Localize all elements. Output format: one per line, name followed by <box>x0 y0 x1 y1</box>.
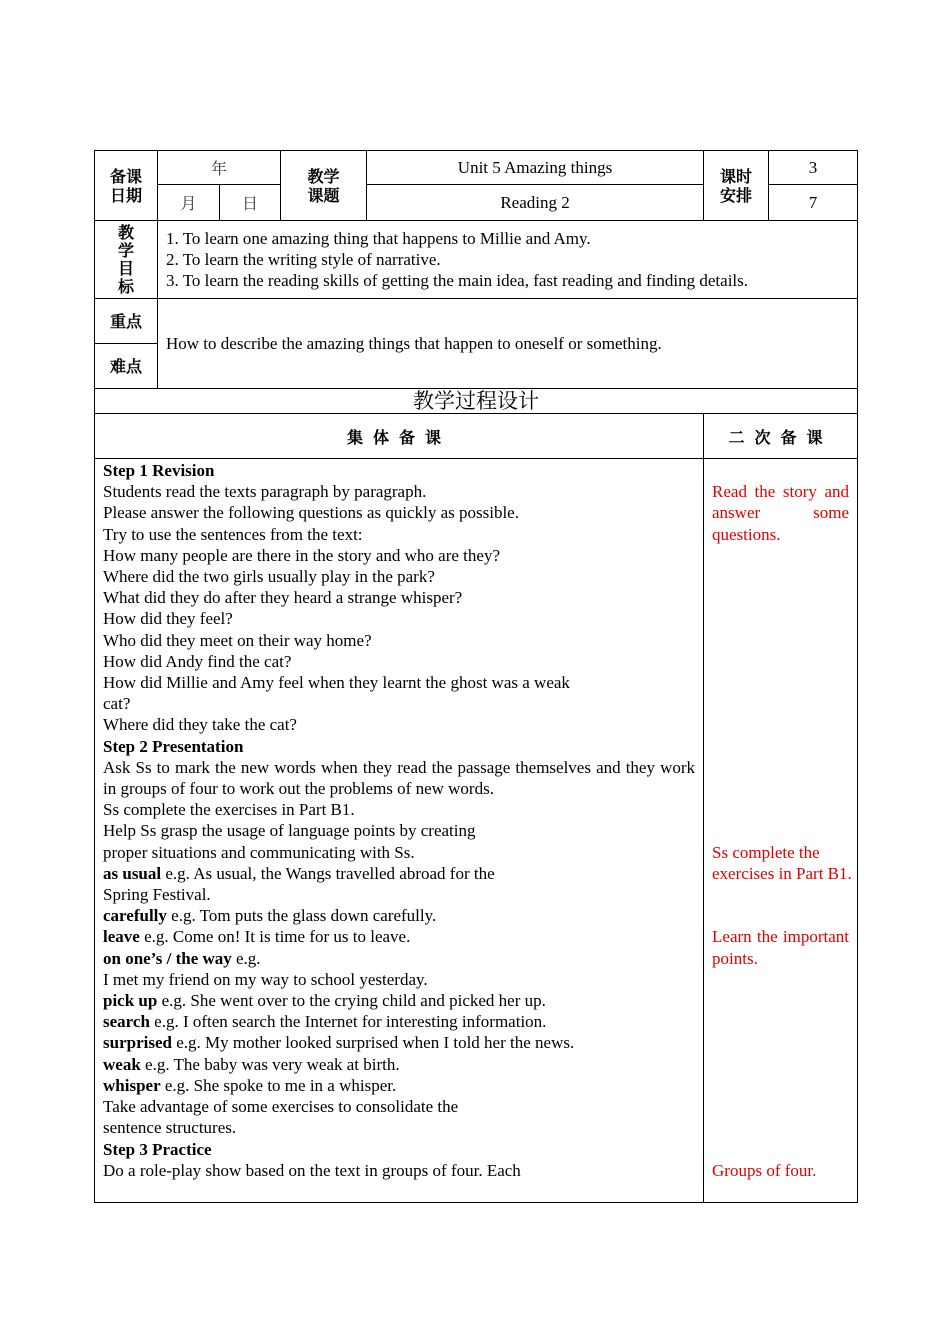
collective-prep-content <box>95 459 704 1203</box>
step-1-title: Step 1 Revision <box>103 461 215 480</box>
vocab-item: carefully e.g. Tom puts the glass down carefully. <box>103 906 437 926</box>
question-line: Where did they take the cat? <box>103 715 297 735</box>
collective-prep-header: 集体备课 <box>95 414 704 459</box>
text-line: proper situations and communicating with Ss. <box>103 842 415 862</box>
vocab-item: as usual e.g. As usual, the Wangs travelled abroad for the <box>103 863 495 883</box>
question-line: Who did they meet on their way home? <box>103 630 372 650</box>
vocab-item: Spring Festival. <box>103 885 211 905</box>
month-cell: 月 <box>158 185 220 221</box>
unit-title: Unit 5 Amazing things <box>367 151 704 185</box>
objectives-list <box>158 221 858 299</box>
vocab-item: pick up e.g. She went over to the crying child and picked her up. <box>103 991 546 1011</box>
key-points-text: How to describe the amazing things that happen to oneself or something. <box>158 299 858 389</box>
vocab-item: on one’s / the way e.g. <box>103 948 261 968</box>
text-line: Take advantage of some exercises to consolidate the <box>103 1097 459 1117</box>
text-line: Please answer the following questions as quickly as possible. <box>103 503 519 523</box>
vocab-item: surprised e.g. My mother looked surprised when I told her the news. <box>103 1033 575 1053</box>
text-line: Do a role-play show based on the text in groups of four. Each <box>103 1160 521 1180</box>
text-line: Ss complete the exercises in Part B1. <box>103 800 355 820</box>
vocab-item: search e.g. I often search the Internet for interesting information. <box>103 1012 547 1032</box>
lesson-title: Reading 2 <box>367 185 704 221</box>
vocab-item: weak e.g. The baby was very weak at birth. <box>103 1054 400 1074</box>
text-line: Students read the texts paragraph by paragraph. <box>103 482 427 502</box>
objectives-label-text: 教 学 目 标 <box>117 222 134 296</box>
secondary-prep-header: 二次备课 <box>704 414 858 459</box>
question-line: How many people are there in the story and who are they? <box>103 545 500 565</box>
vocab-item: whisper e.g. She spoke to me in a whisper. <box>103 1075 397 1095</box>
text-paragraph: Ask Ss to mark the new words when they read the passage themselves and they work in groups of four to work out the problems of new words. <box>103 757 696 799</box>
question-line: How did they feel? <box>103 609 233 629</box>
period-value-1: 3 <box>769 151 858 185</box>
year-cell: 年 <box>158 151 281 185</box>
question-line: cat? <box>103 694 131 714</box>
note-important-points: Learn the important points. <box>712 927 850 968</box>
note-complete-exercises-2: exercises in Part B1. <box>712 863 852 883</box>
topic-label: 教学课题 <box>281 151 367 221</box>
question-line: How did Andy find the cat? <box>103 651 292 671</box>
step-2-title: Step 2 Presentation <box>103 736 244 756</box>
lesson-plan-document <box>94 150 857 1203</box>
secondary-prep-content <box>704 459 858 1203</box>
process-title: 教学过程设计 <box>95 389 858 414</box>
note-read-story: Read the story and answer some questions. <box>712 482 850 544</box>
note-complete-exercises: Ss complete the <box>712 842 820 862</box>
objective-item: 3. To learn the reading skills of getting the main idea, fast reading and finding details. <box>166 271 749 290</box>
key-points-label: 重点 <box>95 299 158 344</box>
prep-date-label: 备课日期 <box>95 151 158 221</box>
vocab-item: I met my friend on my way to school yesterday. <box>103 969 428 989</box>
lesson-plan-table <box>94 150 858 1203</box>
text-line: sentence structures. <box>103 1118 237 1138</box>
objectives-label <box>95 221 158 299</box>
objective-item: 1. To learn one amazing thing that happens to Millie and Amy. <box>166 229 591 248</box>
day-cell: 日 <box>220 185 281 221</box>
period-value-2: 7 <box>769 185 858 221</box>
objective-item: 2. To learn the writing style of narrative. <box>166 250 441 269</box>
question-line: What did they do after they heard a strange whisper? <box>103 588 463 608</box>
step-3-title: Step 3 Practice <box>103 1139 212 1159</box>
period-label: 课时安排 <box>704 151 769 221</box>
question-line: How did Millie and Amy feel when they learnt the ghost was a weak <box>103 673 570 693</box>
text-line: Try to use the sentences from the text: <box>103 524 363 544</box>
vocab-item: leave e.g. Come on! It is time for us to leave. <box>103 927 411 947</box>
difficult-points-label: 难点 <box>95 344 158 389</box>
text-line: Help Ss grasp the usage of language points by creating <box>103 821 476 841</box>
note-groups: Groups of four. <box>712 1160 817 1180</box>
question-line: Where did the two girls usually play in the park? <box>103 567 435 587</box>
